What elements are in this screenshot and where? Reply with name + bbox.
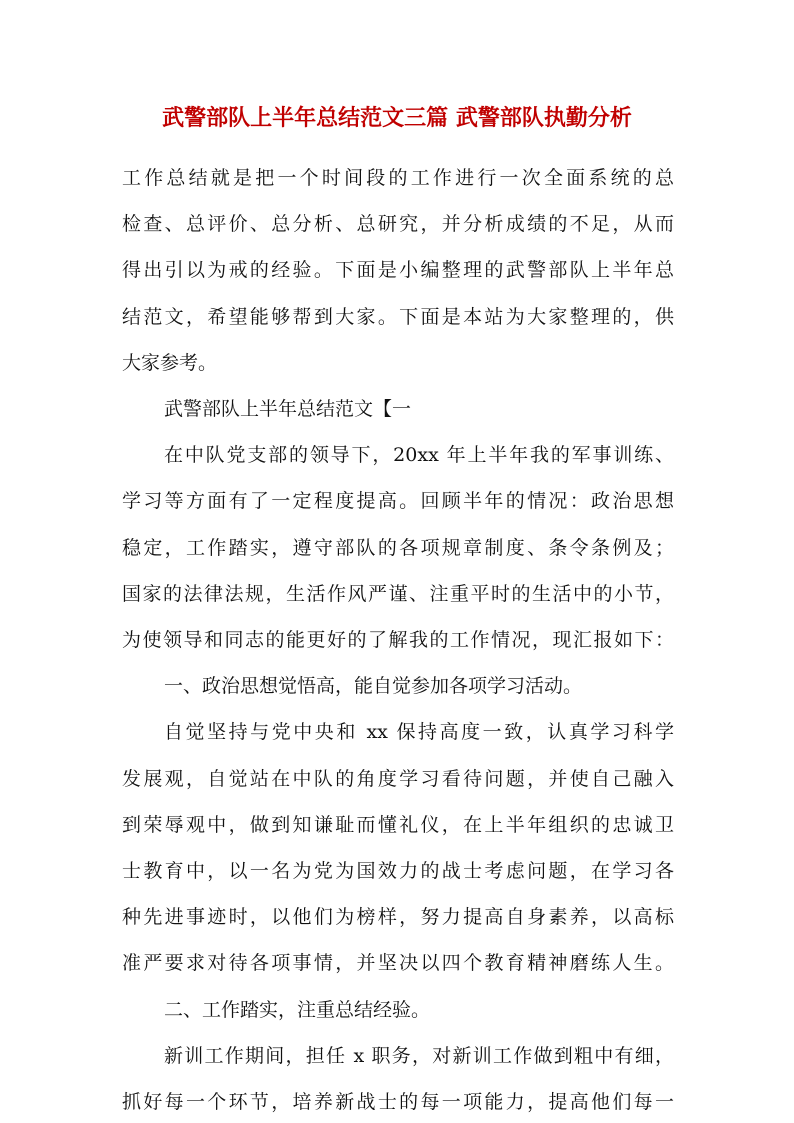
body-line: 工作总结就是把一个时间段的工作进行一次全面系统的总 bbox=[122, 167, 674, 189]
body-line: 检查、总评价、总分析、总研究，并分析成绩的不足，从而 bbox=[122, 213, 674, 236]
body-line: 种先进事迹时，以他们为榜样，努力提高自身素养，以高标 bbox=[122, 906, 674, 929]
body-line: 得出引以为戒的经验。下面是小编整理的武警部队上半年总 bbox=[122, 259, 674, 282]
body-line: 新训工作期间，担任 x 职务，对新训工作做到粗中有细， bbox=[164, 1044, 674, 1067]
body-line: 国家的法律法规，生活作风严谨、注重平时的生活中的小节， bbox=[122, 582, 674, 605]
document-title: 武警部队上半年总结范文三篇 武警部队执勤分析 bbox=[162, 105, 632, 131]
body-line: 准严要求对待各项事情，并坚决以四个教育精神磨练人生。 bbox=[122, 952, 674, 975]
body-line: 学习等方面有了一定程度提高。回顾半年的情况：政治思想 bbox=[122, 490, 674, 513]
body-line: 自觉坚持与党中央和 xx 保持高度一致，认真学习科学 bbox=[164, 721, 674, 744]
body-line: 在中队党支部的领导下，20xx 年上半年我的军事训练、 bbox=[164, 444, 674, 467]
body-line: 抓好每一个环节，培养新战士的每一项能力，提高他们每一 bbox=[122, 1091, 674, 1113]
body-line: 到荣辱观中，做到知谦耻而懂礼仪，在上半年组织的忠诚卫 bbox=[122, 813, 674, 836]
body-line: 二、工作踏实，注重总结经验。 bbox=[164, 998, 431, 1021]
body-line: 结范文，希望能够帮到大家。下面是本站为大家整理的，供 bbox=[122, 305, 674, 328]
body-line: 一、政治思想觉悟高，能自觉参加各项学习活动。 bbox=[164, 675, 583, 698]
body-line: 为使领导和同志的能更好的了解我的工作情况，现汇报如下： bbox=[122, 629, 674, 651]
body-line: 武警部队上半年总结范文【一 bbox=[164, 398, 412, 420]
body-line: 稳定，工作踏实，遵守部队的各项规章制度、条令条例及； bbox=[122, 536, 674, 559]
body-line: 发展观，自觉站在中队的角度学习看待问题，并使自己融入 bbox=[122, 767, 674, 790]
body-line: 士教育中，以一名为党为国效力的战士考虑问题，在学习各 bbox=[122, 860, 674, 882]
body-line: 大家参考。 bbox=[122, 351, 218, 374]
